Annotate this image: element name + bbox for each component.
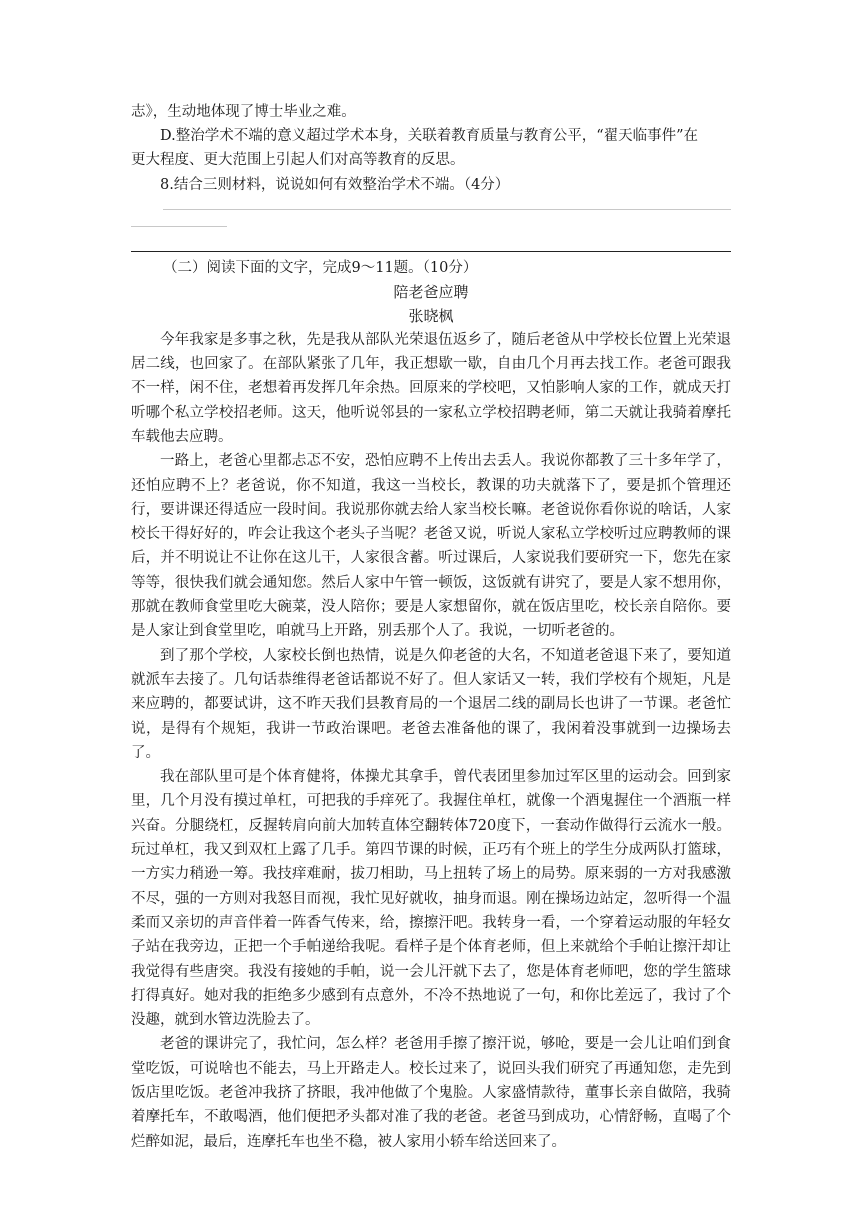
paragraph-5: 老爸的课讲完了，我忙问，怎么样？老爸用手擦了擦汗说，够呛，要是一会儿让咱们到食堂吃饭，可说啥也不能去，马上开路走人。校长过来了，说回头我们研究了再通知您，走先到饭店里吃饭。老爸冲我挤了挤眼，我冲他做了个鬼脸。人家盛情款待，董事长亲自做陪，我骑着摩托车，不敢喝酒，他们便把矛头都对准了我的老爸。老爸马到成功，心情舒畅，直喝了个烂醉如泥，最后，连摩托车也坐不稳，被人家用小轿车给送回来了。 — [131, 1036, 731, 1150]
section-heading: （二）阅读下面的文字，完成9～11题。（10分） — [163, 259, 478, 276]
answer-line-short[interactable] — [131, 226, 227, 227]
answer-line[interactable] — [163, 209, 731, 210]
question-8: 8.结合三则材料，说说如何有效整治学术不端。（4分） — [160, 176, 510, 193]
paragraph-2: 一路上，老爸心里都忐忑不安，恐怕应聘不上传出去丢人。我说你都教了三十多年学了，还怕应聘不上？老爸说，你不知道，我这一当校长，教课的功夫就落下了，要是抓个管理还行，要讲课还得适应一段时间。我说那你就去给人家当校长嘛。老爸说你看你说的啥话，人家校长干得好好的，咋会让我这个老头子当呢？老爸又说，听说人家私立学校听过应聘教师的课后，并不明说让不让你在这儿干，人家很含蓄。听过课后，人家说我们要研究一下，您先在家等等，很快我们就会通知您。然后人家中午管一顿饭，这饭就有讲究了，要是人家不想用你，那就在教师食堂里吃大碗菜，没人陪你；要是人家想留你，就在饭店里吃，校长亲自陪你。要是人家让到食堂里吃，咱就马上开路，别丢那个人了。我说，一切听老爸的。 — [131, 453, 731, 640]
paragraph-1: 今年我家是多事之秋，先是我从部队光荣退伍返乡了，随后老爸从中学校长位置上光荣退居二线，也回家了。在部队紧张了几年，我正想歇一歇，自由几个月再去找工作。老爸可跟我不一样，闲不住，老想着再发挥几年余热。回原来的学校吧，又怕影响人家的工作，就成天打听哪个私立学校招老师。这天，他听说邻县的一家私立学校招聘老师，第二天就让我骑着摩托车载他去应聘。 — [131, 331, 731, 445]
option-d: D.整治学术不端的意义超过学术本身，关联着教育质量与教育公平，“翟天临事件”在 — [160, 128, 699, 145]
option-d-continued: 更大程度、更大范围上引起人们对高等教育的反思。 — [131, 152, 465, 169]
paragraph-4: 我在部队里可是个体育健将，体操尤其拿手，曾代表团里参加过军区里的运动会。回到家里，几个月没有摸过单杠，可把我的手痒死了。我握住单杠，就像一个酒鬼握住一个酒瓶一样兴奋。分腿绕杠，反握转肩向前大加转直体空翻转体720度下，一套动作做得行云流水一般。玩过单杠，我又到双杠上露了几手。第四节课的时候，正巧有个班上的学生分成两队打篮球，一方实力稍逊一筹。我技痒难耐，拔刀相助，马上扭转了场上的局势。原来弱的一方对我感激不尽，强的一方则对我怒目而视，我忙见好就收，抽身而退。刚在操场边站定，忽听得一个温柔而又亲切的声音伴着一阵香气传来，给，擦擦汗吧。我转身一看，一个穿着运动服的年轻女子站在我旁边，正把一个手帕递给我呢。看样子是个体育老师，但上来就给个手帕让擦汗却让我觉得有些唐突。我没有接她的手帕，说一会儿汗就下去了，您是体育老师吧，您的学生篮球打得真好。她对我的拒绝多少感到有点意外，不冷不热地说了一句，和你比差远了，我讨了个没趣，就到水管边洗脸去了。 — [131, 769, 731, 1029]
article-title: 陪老爸应聘 — [393, 282, 469, 301]
page-content — [131, 100, 731, 1154]
section-divider — [131, 251, 731, 252]
text-line: 志》，生动地体现了博士毕业之难。 — [131, 104, 356, 120]
article-author: 张晓枫 — [408, 306, 454, 325]
paragraph-3: 到了那个学校，人家校长倒也热情，说是久仰老爸的大名，不知道老爸退下来了，要知道就派车去接了。几句话恭维得老爸话都说不好了。但人家话又一转，我们学校有个规矩，凡是来应聘的，都要试讲，这不昨天我们县教育局的一个退居二线的副局长也讲了一节课。老爸忙说，是得有个规矩，我讲一节政治课吧。老爸去准备他的课了，我闲着没事就到一边操场去了。 — [131, 647, 731, 761]
